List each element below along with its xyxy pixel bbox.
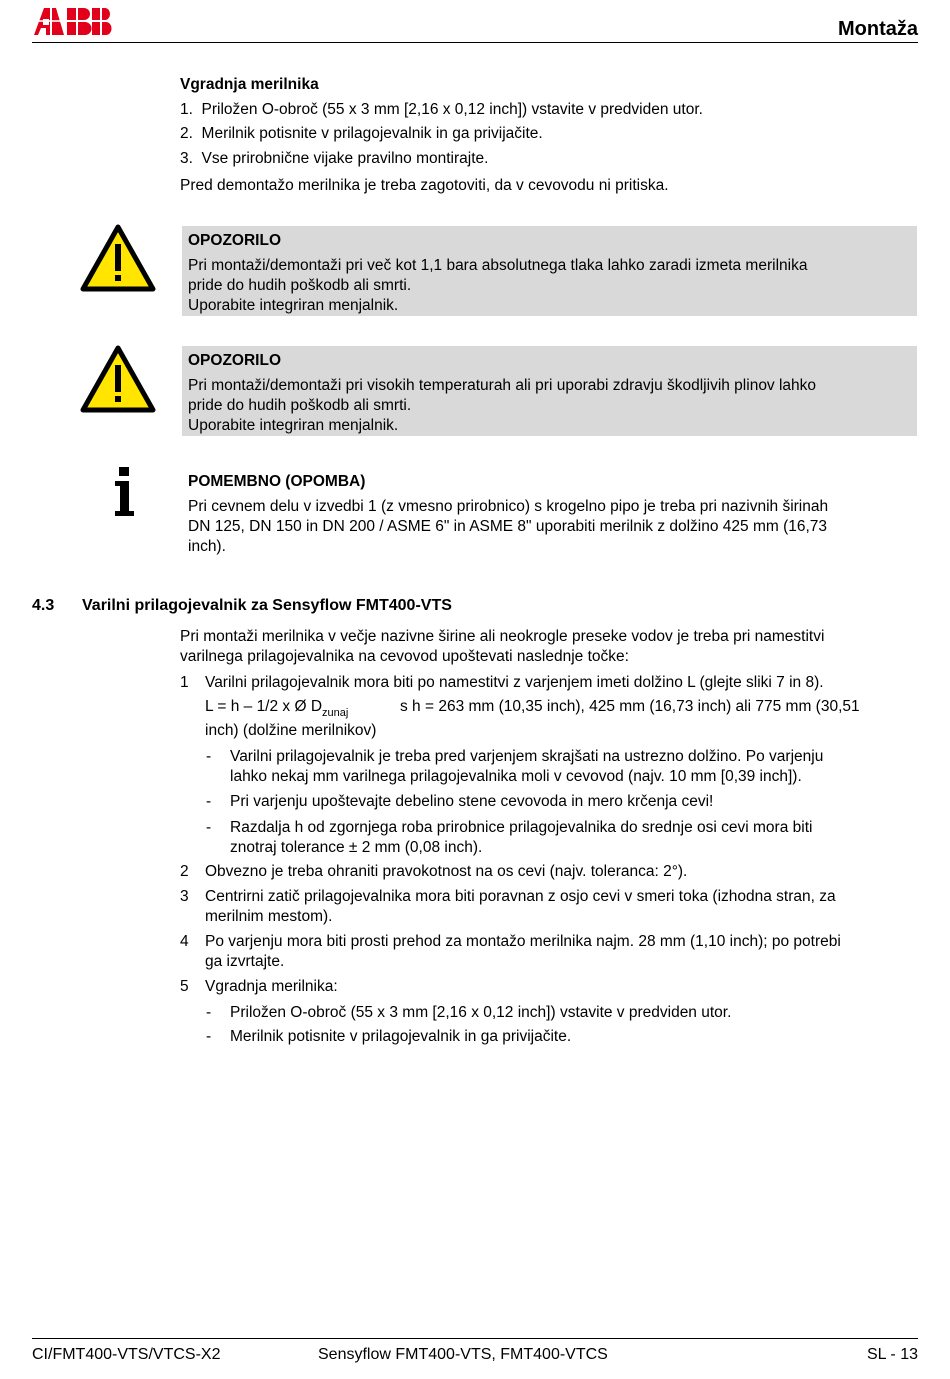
list-item-text: Centrirni zatič prilagojevalnika mora biti poravnan z osjo cevi v smeri toka (izhodna stran, za	[205, 888, 836, 905]
warning-text: pride do hudih poškodb ali smrti.	[188, 397, 412, 414]
section-title: Varilni prilagojevalnik za Sensyflow FMT400-VTS	[82, 597, 452, 614]
intro-step: 1. Priložen O-obroč (55 x 3 mm [2,16 x 0,12 inch]) vstavite v predviden utor.	[180, 101, 703, 118]
list-number: 2	[180, 863, 189, 880]
section-intro: varilnega prilagojevalnika na cevovod upoštevati naslednje točke:	[180, 648, 629, 665]
info-text: inch).	[188, 538, 226, 555]
list-item-text: merilnim mestom).	[205, 908, 333, 925]
info-title: POMEMBNO (OPOMBA)	[188, 473, 366, 490]
bullet-text: znotraj tolerance ± 2 mm (0,08 inch).	[230, 839, 483, 856]
bullet-text: Razdalja h od zgornjega roba prirobnice prilagojevalnika do srednje osi cevi mora biti	[230, 819, 813, 836]
list-item-text: ga izvrtajte.	[205, 953, 285, 970]
warning-title: OPOZORILO	[188, 232, 281, 249]
bullet-dash: -	[206, 1028, 212, 1045]
list-number: 1	[180, 674, 189, 691]
bullet-dash: -	[206, 748, 212, 765]
warning-text: pride do hudih poškodb ali smrti.	[188, 277, 412, 294]
footer-page-number: SL - 13	[867, 1346, 918, 1363]
bullet-text: lahko nekaj mm varilnega prilagojevalnika moli v cevovod (najv. 10 mm [0,39 inch]).	[230, 768, 802, 785]
list-item-text: Po varjenju mora biti prosti prehod za montažo merilnika najm. 28 mm (1,10 inch); po potrebi	[205, 933, 841, 950]
page-header-title: Montaža	[838, 18, 918, 40]
list-number: 3	[180, 888, 189, 905]
formula-subscript: zunaj	[322, 707, 349, 719]
info-text: DN 125, DN 150 in DN 200 / ASME 6" in ASME 8" uporabiti merilnik z dolžino 425 mm (16,73	[188, 518, 828, 535]
warning-text: Pri montaži/demontaži pri visokih temperaturah ali pri uporabi zdravju škodljivih plinov lahko	[188, 377, 817, 394]
list-number: 5	[180, 978, 189, 995]
warning-triangle-icon	[80, 345, 156, 413]
warning-text: Uporabite integriran menjalnik.	[188, 417, 399, 434]
info-icon	[113, 467, 137, 517]
formula-rest: s h = 263 mm (10,35 inch), 425 mm (16,73 inch) ali 775 mm (30,51	[400, 698, 860, 715]
footer-product: Sensyflow FMT400-VTS, FMT400-VTCS	[318, 1346, 608, 1363]
list-item-text: Varilni prilagojevalnik mora biti po namestitvi z varjenjem imeti dolžino L (glejte sliki 7 in 8).	[205, 674, 824, 691]
list-number: 4	[180, 933, 189, 950]
formula-continuation: inch) (dolžine merilnikov)	[205, 722, 377, 739]
section-number: 4.3	[32, 597, 55, 614]
section-intro: Pri montaži merilnika v večje nazivne širine ali neokrogle preseke vodov je treba pri namestitvi	[180, 628, 825, 645]
footer-doc-id: CI/FMT400-VTS/VTCS-X2	[32, 1346, 221, 1363]
bullet-dash: -	[206, 819, 212, 836]
list-item-text: Obvezno je treba ohraniti pravokotnost na os cevi (najv. toleranca: 2°).	[205, 863, 688, 880]
warning-title: OPOZORILO	[188, 352, 281, 369]
footer-divider	[32, 1338, 918, 1339]
warning-text: Pri montaži/demontaži pri več kot 1,1 bara absolutnega tlaka lahko zaradi izmeta merilnika	[188, 257, 808, 274]
formula-main: L = h – 1/2 x Ø D	[205, 698, 323, 715]
intro-step: 2. Merilnik potisnite v prilagojevalnik in ga privijačite.	[180, 125, 543, 142]
bullet-text: Pri varjenju upoštevajte debelino stene cevovoda in mero krčenja cevi!	[230, 793, 714, 810]
header-divider	[32, 42, 918, 43]
bullet-text: Merilnik potisnite v prilagojevalnik in ga privijačite.	[230, 1028, 572, 1045]
formula	[205, 697, 348, 718]
intro-heading: Vgradnja merilnika	[180, 76, 319, 93]
info-text: Pri cevnem delu v izvedbi 1 (z vmesno prirobnico) s krogelno pipo je treba pri nazivnih širinah	[188, 498, 829, 515]
bullet-text: Priložen O-obroč (55 x 3 mm [2,16 x 0,12 inch]) vstavite v predviden utor.	[230, 1004, 732, 1021]
bullet-dash: -	[206, 1004, 212, 1021]
warning-text: Uporabite integriran menjalnik.	[188, 297, 399, 314]
warning-triangle-icon	[80, 224, 156, 292]
bullet-text: Varilni prilagojevalnik je treba pred varjenjem skrajšati na ustrezno dolžino. Po varjenju	[230, 748, 824, 765]
intro-note: Pred demontažo merilnika je treba zagotoviti, da v cevovodu ni pritiska.	[180, 177, 669, 194]
bullet-dash: -	[206, 793, 212, 810]
intro-step: 3. Vse prirobnične vijake pravilno montirajte.	[180, 150, 489, 167]
abb-logo	[32, 6, 112, 36]
list-item-text: Vgradnja merilnika:	[205, 978, 338, 995]
